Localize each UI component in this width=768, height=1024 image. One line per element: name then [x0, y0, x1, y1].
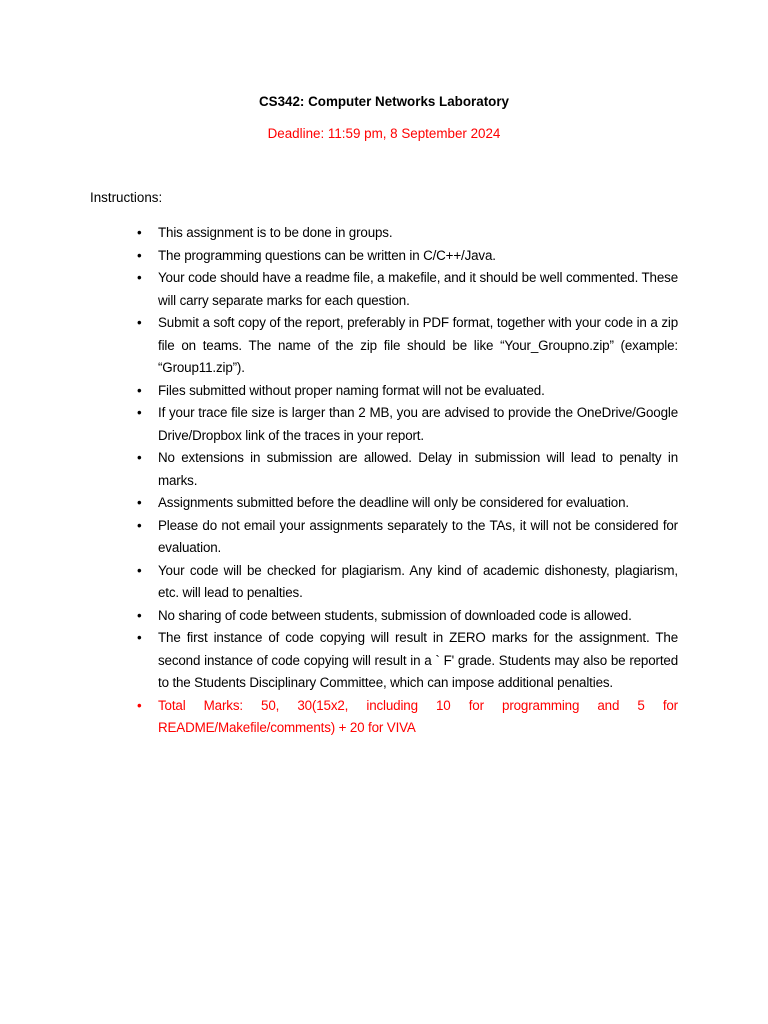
- list-item-text: The first instance of code copying will result in ZERO marks for the assignment. The second instance of code copying will result in a ` F' grade. Students may also be reported to the Students Disciplinary Committee, which can impose additional penalties.: [158, 630, 678, 690]
- list-item-text: If your trace file size is larger than 2 MB, you are advised to provide the OneDrive/Google Drive/Dropbox link of the traces in your report.: [158, 405, 678, 443]
- list-item: [137, 222, 678, 245]
- deadline-text: Deadline: 11:59 pm, 8 September 2024: [267, 126, 501, 141]
- bullet-icon: •: [137, 450, 142, 465]
- list-item-text: Your code will be checked for plagiarism. Any kind of academic dishonesty, plagiarism, etc. will lead to penalties.: [158, 562, 678, 600]
- list-item: [137, 380, 678, 403]
- list-item: [137, 605, 678, 628]
- bullet-icon: •: [137, 562, 142, 578]
- bullet-icon: •: [137, 630, 142, 645]
- bullet-icon: •: [137, 382, 142, 398]
- list-item-text: Assignments submitted before the deadline will only be considered for evaluation.: [158, 495, 629, 510]
- list-item-text: No extensions in submission are allowed. Delay in submission will lead to penalty in marks.: [158, 450, 678, 488]
- list-item-text: No sharing of code between students, submission of downloaded code is allowed.: [158, 607, 632, 623]
- bullet-icon: •: [137, 517, 142, 533]
- list-item: [137, 560, 678, 605]
- total-marks-item: [137, 695, 678, 740]
- list-item-text: The programming questions can be written in C/C++/Java.: [158, 247, 496, 263]
- list-item: [137, 492, 678, 515]
- bullet-icon: •: [137, 247, 142, 263]
- bullet-icon: •: [137, 495, 142, 510]
- list-item: [137, 245, 678, 268]
- bullet-icon: •: [137, 225, 142, 240]
- page-title: CS342: Computer Networks Laboratory: [258, 94, 509, 109]
- list-item: [137, 402, 678, 447]
- bullet-icon: •: [137, 697, 142, 713]
- list-item: [137, 627, 678, 695]
- list-item-text: Please do not email your assignments separately to the TAs, it will not be considered for evaluation.: [158, 517, 678, 555]
- list-item: [137, 312, 678, 380]
- list-item: [137, 515, 678, 560]
- list-item-text: This assignment is to be done in groups.: [158, 225, 393, 240]
- bullet-icon: •: [137, 607, 142, 623]
- instruction-list: [137, 222, 678, 740]
- bullet-icon: •: [137, 315, 142, 330]
- list-item: [137, 267, 678, 312]
- bullet-icon: •: [137, 405, 142, 420]
- list-item-text: Submit a soft copy of the report, preferably in PDF format, together with your code in a zip file on teams. The name of the zip file should be like “Your_Groupno.zip” (example: “Group11.zip”).: [158, 315, 678, 375]
- instructions-heading: Instructions:: [90, 190, 163, 205]
- total-marks-text: Total Marks: 50, 30(15x2, including 10 for programming and 5 for README/Makefile/comments) + 20 for VIVA: [158, 697, 678, 735]
- bullet-icon: •: [137, 270, 142, 285]
- list-item-text: Your code should have a readme file, a makefile, and it should be well commented. These will carry separate marks for each question.: [158, 270, 678, 308]
- list-item: [137, 447, 678, 492]
- list-item-text: Files submitted without proper naming format will not be evaluated.: [158, 382, 545, 398]
